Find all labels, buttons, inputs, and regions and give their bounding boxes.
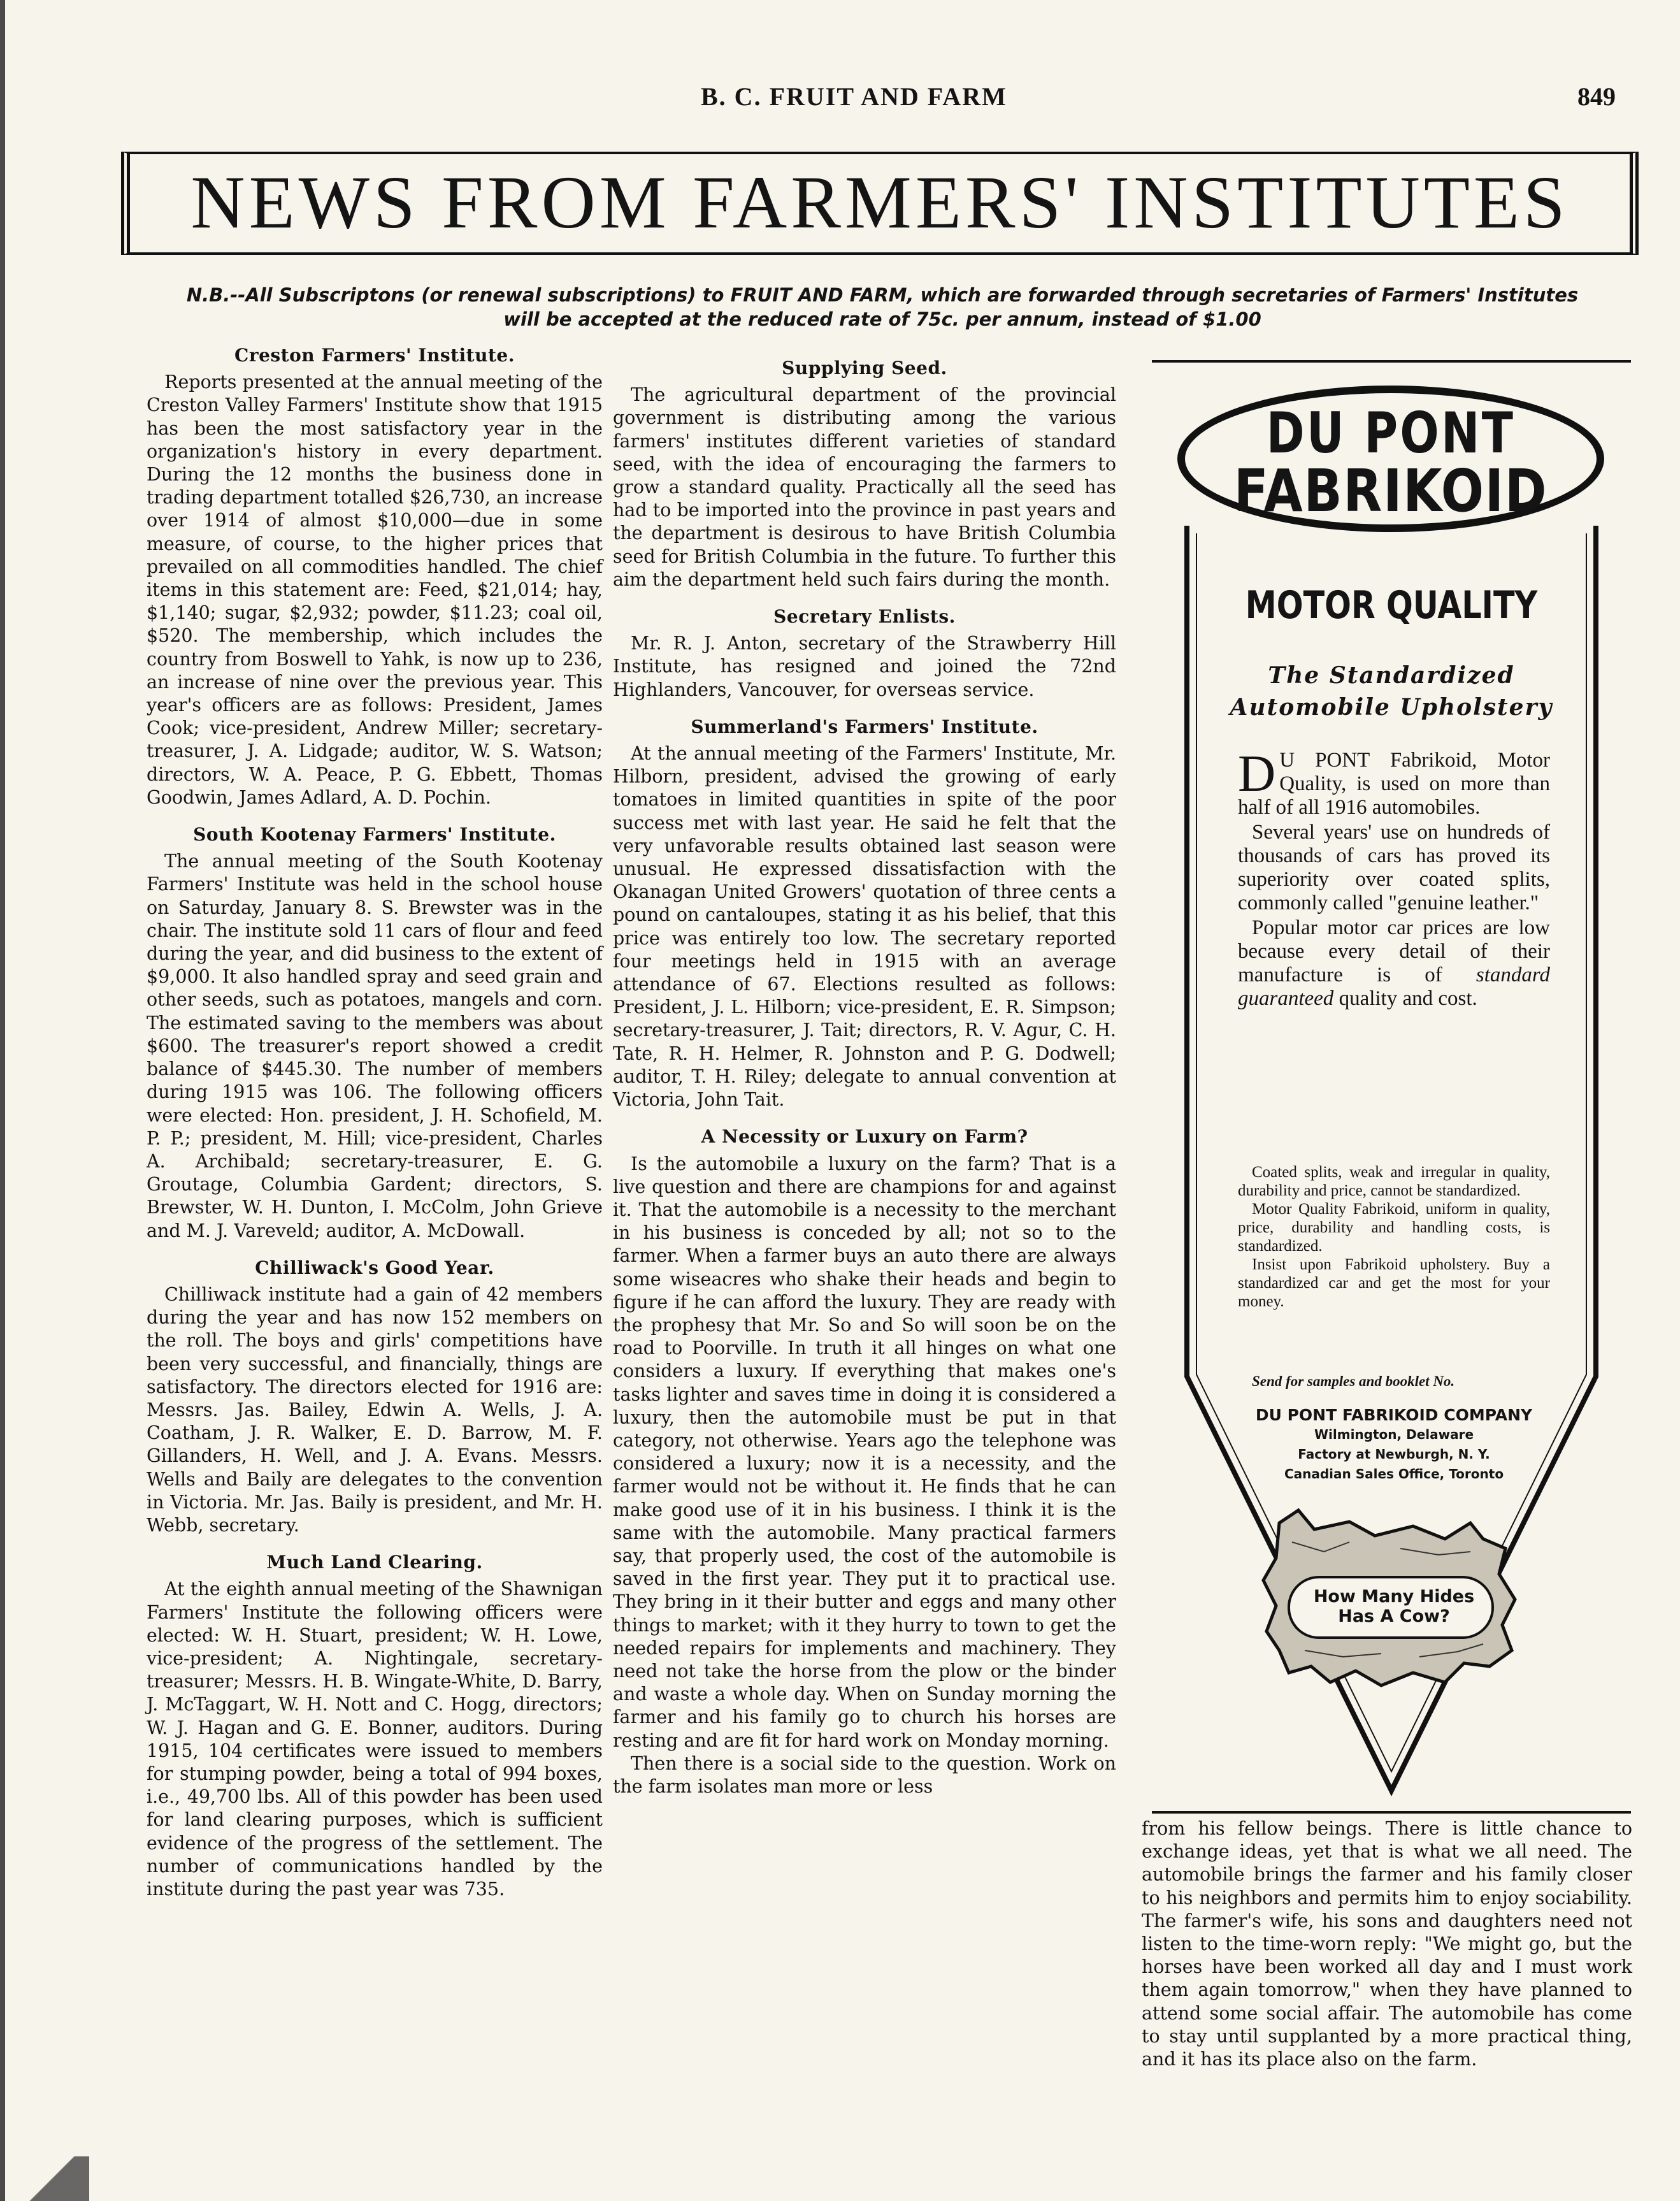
- notice-line-1: N.B.--All Subscriptons (or renewal subscriptions) to FRUIT AND FARM, which are forwarded through secretaries of Farmers' Institutes: [186, 284, 1579, 306]
- page-edge: [0, 0, 5, 2201]
- subscription-notice: [124, 283, 1641, 331]
- company-address-1: Wilmington, Delaware: [1314, 1427, 1474, 1442]
- article-title: Creston Farmers' Institute.: [234, 345, 515, 366]
- article-title: Supplying Seed.: [782, 357, 947, 379]
- article-paragraph: Then there is a social side to the question. Work on the farm isolates man more or less: [613, 1752, 1116, 1797]
- ad-company-block: [1238, 1405, 1550, 1484]
- ad-body-paragraph-1: [1238, 744, 1550, 819]
- company-name: DU PONT FABRIKOID COMPANY: [1255, 1406, 1533, 1424]
- ad-subhead-line-2: Automobile Upholstery: [1230, 694, 1553, 721]
- ad-small-paragraph-2: Motor Quality Fabrikoid, uniform in quality, price, durability and handling costs, is standardized.: [1238, 1201, 1550, 1255]
- ad-send-for-samples: Send for samples and booklet No.: [1252, 1373, 1455, 1389]
- logo-fabrikoid: FABRIKOID: [1233, 457, 1548, 525]
- article-paragraph: At the eighth annual meeting of the Shawnigan Farmers' Institute the following officers were elected: W. H. Stuart, president; W. H. Lowe, vice-president; A. Nightingale, secretary-treasurer; Messrs. H. B. Wingate-White, D. Barry, J. McTaggart, W. H. Nott and C. Hogg, directors; W. J. Hagan and G. E. Bonner, auditors. During 1915, 104 certificates were issued to members for stumping powder, being a total of 994 boxes, i.e., 49,700 lbs. All of this powder has been used for land clearing purposes, which is sufficient evidence of the progress of the settlement. The number of communications handled by the institute during the past year was 735.: [147, 1578, 603, 1900]
- article-paragraph: from his fellow beings. There is little chance to exchange ideas, yet that is what we all need. The automobile brings the farmer and his family closer to his neighbors and permits him to enjoy sociability. The farmer's wife, his sons and daughters need not listen to the time-worn reply: "We might go, but the horses have been worked all day and I must work them again tomorrow," when they have planned to attend some social affair. The automobile has come to stay until supplanted by a more practical thing, and it has its place also on the farm.: [1142, 1818, 1632, 2070]
- ad-body-paragraph-3: [1238, 916, 1550, 1011]
- drop-cap: D: [1238, 744, 1276, 802]
- fabrikoid-advertisement: [1152, 366, 1631, 1807]
- article-paragraph: The annual meeting of the South Kootenay Farmers' Institute was held in the school house on Saturday, January 8. S. Brewster was in the chair. The institute sold 11 cars of flour and feed during the year, and did business to the extent of $9,000. It also handled spray and seed grain and other seeds, such as potatoes, mangels and corn. The estimated saving to the members was about $600. The treasurer's report showed a credit balance of $445.30. The number of members during 1915 was 106. The following officers were elected: Hon. president, J. H. Schofield, M. P. P.; president, M. Hill; vice-president, Charles A. Archibald; secretary-treasurer, E. G. Groutage, Columbia Gardent; directors, S. Brewster, W. H. Dunton, I. McColm, John Grieve and M. J. Vareveld; auditor, A. McDowall.: [147, 851, 603, 1241]
- ad-body-text-1: U PONT Fabrikoid, Motor Quality, is used on more than half of all 1916 automobiles.: [1238, 749, 1550, 819]
- article-creston: [147, 344, 603, 809]
- article-title: Much Land Clearing.: [266, 1552, 483, 1573]
- article-paragraph: Chilliwack institute had a gain of 42 members during the year and has now 152 members on the roll. The boys and girls' competitions have been very successful, and financially, things are satisfactory. The directors elected for 1916 are: Messrs. Jas. Bailey, Edwin A. Wells, J. A. Coatham, J. R. Walker, E. D. Barrow, M. F. Gillanders, H. Well, and J. A. Evans. Messrs. Wells and Baily are delegates to the convention in Victoria. Mr. Jas. Baily is president, and Mr. H. Webb, secretary.: [147, 1283, 603, 1536]
- article-necessity-continued: [1142, 1817, 1632, 2071]
- article-title: A Necessity or Luxury on Farm?: [701, 1126, 1028, 1148]
- ad-small-paragraph-3: Insist upon Fabrikoid upholstery. Buy a standardized car and get the most for your money.: [1238, 1256, 1550, 1310]
- company-address-2: Factory at Newburgh, N. Y.: [1298, 1447, 1490, 1462]
- ad-body-paragraph-2: Several years' use on hundreds of thousands of cars has proved its superiority over coated splits, commonly called "genuine leather.": [1238, 821, 1550, 914]
- article-summerland: [613, 716, 1116, 1111]
- ad-bottom-rule: [1152, 1811, 1631, 1814]
- notice-line-2: will be accepted at the reduced rate of 75c. per annum, instead of $1.00: [503, 308, 1261, 330]
- cowhide-caption-line-2: Has A Cow?: [1338, 1606, 1450, 1626]
- article-paragraph: Mr. R. J. Anton, secretary of the Strawberry Hill Institute, has resigned and joined the 72nd Highlanders, Vancouver, for overseas service.: [613, 633, 1116, 700]
- article-supplying-seed: [613, 357, 1116, 591]
- article-necessity-or-luxury: [613, 1125, 1116, 1798]
- article-paragraph: Reports presented at the annual meeting of the Creston Valley Farmers' Institute show that 1915 has been the most satisfactory year in the organization's history in every department. During the 12 months the business done in trading department totalled $26,730, an increase over 1914 of almost $10,000—due in some measure, of course, to the higher prices that prevailed on all commodities handled. The chief items in this statement are: Feed, $21,014; hay, $1,140; sugar, $2,932; powder, $11.23; coal oil, $520. The membership, which includes the country from Boswell to Yahk, is now up to 236, an increase of nine over the previous year. This year's officers are as follows: President, James Cook; vice-president, Andrew Miller; secretary-treasurer, J. A. Lidgade; auditor, W. S. Watson; directors, W. A. Peace, P. G. Ebbett, Thomas Goodwin, James Adlard, A. D. Pochin.: [147, 372, 603, 808]
- cowhide-caption: [1298, 1587, 1490, 1626]
- article-chilliwack: [147, 1257, 603, 1537]
- article-paragraph: At the annual meeting of the Farmers' Institute, Mr. Hilborn, president, advised the growing of early tomatoes in limited quantities in spite of the poor success met with last year. He said he felt that the very unfavorable results obtained last season were unusual. He expressed dissatisfaction with the Okanagan United Growers' quotation of three cents a pound on cantaloupes, stating it as his belief, that this price was entirely too low. The secretary reported four meetings held in 1915 with an average attendance of 67. Elections resulted as follows: President, J. L. Hilborn; vice-president, E. R. Simpson; secretary-treasurer, J. Tait; directors, R. V. Agur, C. H. Tate, R. H. Helmer, R. Johnston and P. G. Dodwell; auditor, T. H. Riley; delegate to annual convention at Victoria, John Tait.: [613, 743, 1116, 1111]
- company-address-3: Canadian Sales Office, Toronto: [1284, 1466, 1504, 1482]
- running-head: B. C. FRUIT AND FARM: [701, 82, 1007, 111]
- ad-subhead-line-1: The Standardized: [1268, 662, 1515, 689]
- logo-du-pont: DU PONT: [1266, 400, 1516, 466]
- ad-top-rule: [1152, 360, 1631, 363]
- article-title: South Kootenay Farmers' Institute.: [193, 824, 556, 846]
- article-title: Secretary Enlists.: [773, 606, 956, 628]
- article-title: Chilliwack's Good Year.: [255, 1257, 494, 1278]
- article-secretary-enlists: [613, 605, 1116, 702]
- section-banner: [121, 152, 1639, 255]
- ad-subhead: [1196, 660, 1586, 723]
- article-south-kootenay: [147, 823, 603, 1243]
- article-paragraph: The agricultural department of the provincial government is distributing among the various farmers' institutes different varieties of standard seed, with the idea of encouraging the farmers to grow a standard quality. Practically all the seed has had to be imported into the province in past years and the department is desirous to have British Columbia seed for British Columbia in the future. To further this aim the department held such fairs during the month.: [613, 384, 1116, 590]
- ad-small-paragraph-1: Coated splits, weak and irregular in quality, durability and price, cannot be standardized.: [1238, 1164, 1550, 1199]
- column-1: [147, 344, 603, 1915]
- article-paragraph: Is the automobile a luxury on the farm? That is a live question and there are champions for and against it. That the automobile is a necessity to the merchant in his business is conceded by all; not so to the farmer. When a farmer buys an auto there are always some wiseacres who shake their heads and begin to figure if he can afford the luxury. They are ready with the prophesy that Mr. So and So will soon be on the road to Poorville. In truth it all hinges on what one considers a luxury. If everything that makes one's tasks lighter and saves time in doing it is considered a luxury, then the automobile must be put in that category, not otherwise. Years ago the telephone was considered a luxury; now it is a necessity, and the farmer would not be without it. He finds that he can make good use of it in his business. I think it is the same with the automobile. Many practical farmers say, that properly used, the cost of the automobile is saved in the first year. They put it to practical use. They bring in it their butter and eggs and many other things to market; with it they hurry to town to get the needed repairs for implements and machinery. They need not take the horse from the plow or the binder and waste a whole day. When on Sunday morning the farmer and his family go to church his horses are resting and are fit for hard work on Monday morning.: [613, 1153, 1116, 1751]
- ad-body-text-3a: Popular motor car prices are low because every detail of their manufacture is of: [1238, 916, 1550, 986]
- ad-body-text-3-italic: standard guaranteed: [1238, 963, 1551, 1010]
- banner-title: NEWS FROM FARMERS' INSTITUTES: [190, 161, 1569, 244]
- page-corner-shadow: [0, 2156, 89, 2201]
- ad-small-copy: [1238, 1163, 1550, 1311]
- ad-body-copy: [1238, 744, 1551, 1012]
- cowhide-caption-line-1: How Many Hides: [1313, 1587, 1475, 1606]
- ad-headline: MOTOR QUALITY: [1245, 583, 1538, 628]
- article-title: Summerland's Farmers' Institute.: [691, 716, 1038, 737]
- column-2: [613, 357, 1116, 1812]
- article-land-clearing: [147, 1551, 603, 1901]
- page-number: 849: [1577, 82, 1616, 111]
- ad-body-text-3b: quality and cost.: [1339, 987, 1477, 1010]
- column-3-continuation: [1142, 1817, 1632, 2085]
